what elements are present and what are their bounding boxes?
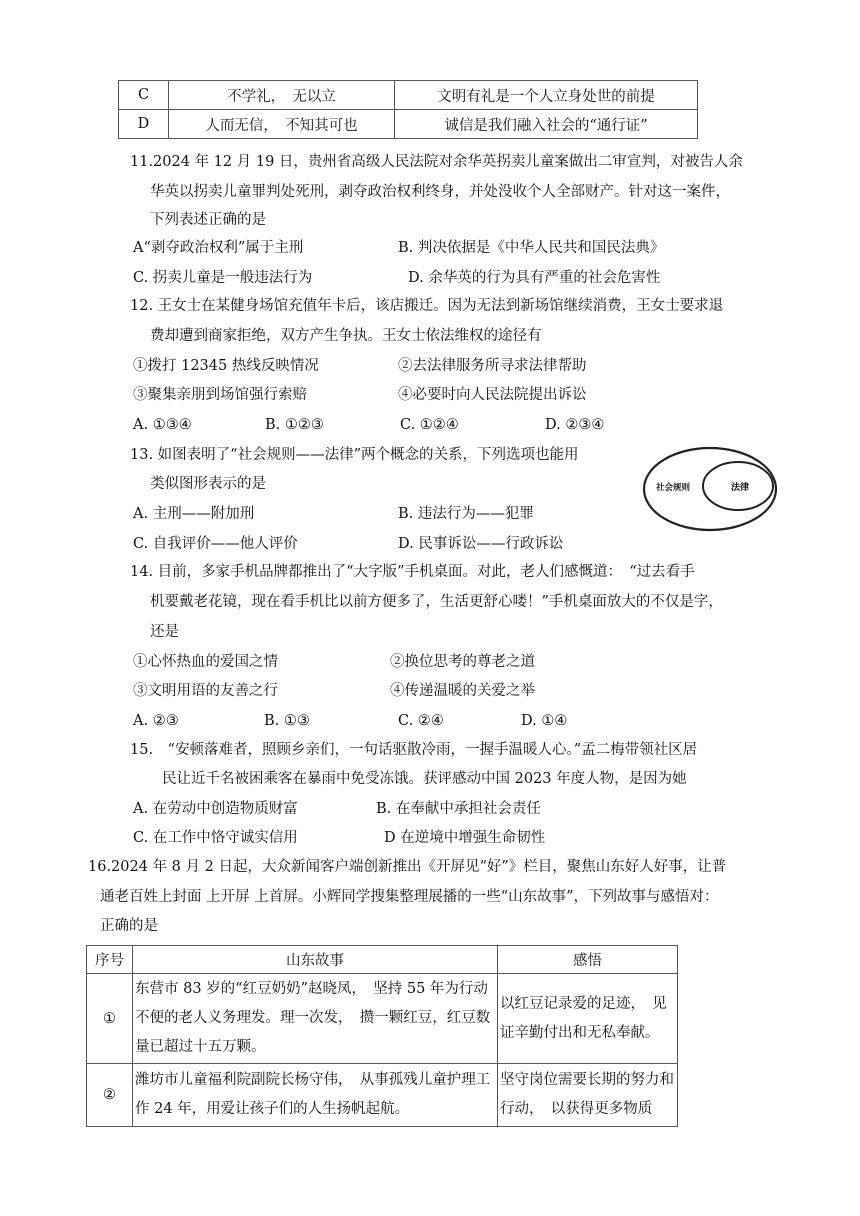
q12-item-4: ④必要时向人民法院提出诉讼 <box>398 387 587 403</box>
table-row <box>119 81 698 110</box>
q13-option-c: C. 自我评价——他人评价 <box>133 536 298 552</box>
q14-item-2: ②换位思考的尊老之道 <box>390 654 535 670</box>
q15-option-c: C. 在工作中恪守诚实信用 <box>133 830 298 846</box>
q14-option-d: D. ①④ <box>521 713 568 729</box>
q12-option-a: A. ①③④ <box>133 417 192 433</box>
q15-stem-line-2: 民让近千名被困乘客在暴雨中免受冻饿。获评感动中国 2023 年度人物，是因为她 <box>162 771 687 787</box>
q16-stem-line-2: 通老百姓上封面 上开屏 上首屏。小辉同学搜集整理展播的一些“山东故事”，下列故事与感悟对： <box>100 889 719 905</box>
q12-stem-line-2: 费却遭到商家拒绝，双方产生争执。王女士依法维权的途径有 <box>150 328 542 344</box>
q11-option-a: A“剥夺政治权利”属于主刑 <box>133 240 304 256</box>
q13-option-a: A. 主刑——附加刑 <box>133 506 255 522</box>
option-key: D <box>119 110 169 139</box>
meaning-cell: 诚信是我们融入社会的“通行证” <box>395 110 698 139</box>
table-header-row <box>87 946 678 974</box>
q12-item-1: ①拨打 12345 热线反映情况 <box>133 358 319 374</box>
q14-stem-line-2: 机要戴老花镜，现在看手机比以前方便多了，生活更舒心喽！”手机桌面放大的不仅是字， <box>150 594 723 610</box>
row-insight: 坚守岗位需要长期的努力和行动， 以获得更多物质 <box>498 1064 678 1127</box>
q15-option-d: D 在逆境中增强生命韧性 <box>384 830 546 846</box>
row-story: 东营市 83 岁的“红豆奶奶”赵晓凤， 坚持 55 年为行动不便的老人义务理发。理一次发， 攒一颗红豆，红豆数量已超过十五万颗。 <box>133 974 498 1064</box>
set-relation-diagram <box>642 446 778 532</box>
q14-item-3: ③文明用语的友善之行 <box>133 683 278 699</box>
q15-option-b: B. 在奉献中承担社会责任 <box>376 801 541 817</box>
header-no: 序号 <box>87 946 133 974</box>
q14-option-c: C. ②④ <box>398 713 444 729</box>
row-no: ① <box>87 974 133 1064</box>
table-row <box>87 974 678 1064</box>
row-insight: 以红豆记录爱的足迹， 见证辛勤付出和无私奉献。 <box>498 974 678 1064</box>
q16-stem-line-3: 正确的是 <box>100 918 158 934</box>
q11-option-c: C. 拐卖儿童是一般违法行为 <box>133 270 313 286</box>
q14-stem-line-3: 还是 <box>150 624 179 640</box>
header-insight: 感悟 <box>498 946 678 974</box>
shandong-story-table <box>86 945 678 1127</box>
q11-stem-line-3: 下列表述正确的是 <box>150 212 266 228</box>
saying-cell: 不学礼， 无以立 <box>169 81 395 110</box>
table-row <box>87 1064 678 1127</box>
q11-stem-line-2: 华英以拐卖儿童罪判处死刑，剥夺政治权利终身，并处没收个人全部财产。针对这一案件， <box>150 184 730 200</box>
q14-item-4: ④传递温暖的关爱之举 <box>390 683 535 699</box>
q12-option-d: D. ②③④ <box>545 417 605 433</box>
q15-stem-line-1: 15. “安顿落难者，照顾乡亲们，一句话驱散冷雨，一握手温暖人心。”孟二梅带领社区居 <box>130 742 698 758</box>
q15-option-a: A. 在劳动中创造物质财富 <box>133 801 298 817</box>
q14-item-1: ①心怀热血的爱国之情 <box>133 654 278 670</box>
q14-option-b: B. ①③ <box>264 713 310 729</box>
q13-option-b: B. 违法行为——犯罪 <box>398 506 534 522</box>
q12-stem-line-1: 12. 王女士在某健身场馆充值年卡后，该店搬迁。因为无法到新场馆继续消费，王女士要求退 <box>130 298 724 314</box>
row-story: 潍坊市儿童福利院副院长杨守伟， 从事孤残儿童护理工作 24 年，用爱让孩子们的人生扬帆起航。 <box>133 1064 498 1127</box>
q11-option-d: D. 余华英的行为具有严重的社会危害性 <box>408 270 661 286</box>
q13-stem-line-1: 13. 如图表明了“社会规则——法律”两个概念的关系，下列选项也能用 <box>130 447 579 463</box>
q12-item-2: ②去法律服务所寻求法律帮助 <box>398 358 587 374</box>
q12-option-b: B. ①②③ <box>265 417 324 433</box>
q12-option-c: C. ①②④ <box>400 417 459 433</box>
q11-option-b: B. 判决依据是《中华人民共和国民法典》 <box>398 240 665 256</box>
q13-stem-line-2: 类似图形表示的是 <box>150 476 266 492</box>
q13-option-d: D. 民事诉讼——行政诉讼 <box>398 536 564 552</box>
table-row <box>119 110 698 139</box>
inner-label: 法律 <box>731 483 750 493</box>
option-key: C <box>119 81 169 110</box>
top-options-table <box>118 80 698 139</box>
q14-option-a: A. ②③ <box>133 713 179 729</box>
header-story: 山东故事 <box>133 946 498 974</box>
meaning-cell: 文明有礼是一个人立身处世的前提 <box>395 81 698 110</box>
q16-stem-line-1: 16.2024 年 8 月 2 日起，大众新闻客户端创新推出《开屏见“好”》栏目，聚焦山东好人好事，让普 <box>88 859 727 875</box>
saying-cell: 人而无信， 不知其可也 <box>169 110 395 139</box>
row-no: ② <box>87 1064 133 1127</box>
outer-label: 社会规则 <box>656 483 691 493</box>
q11-stem-line-1: 11.2024 年 12 月 19 日，贵州省高级人民法院对余华英拐卖儿童案做出二审宣判，对被告人余 <box>130 154 743 170</box>
q14-stem-line-1: 14. 目前，多家手机品牌都推出了“大字版”手机桌面。对此，老人们感慨道： “过去看手 <box>130 564 695 580</box>
q12-item-3: ③聚集亲朋到场馆强行索赔 <box>133 387 307 403</box>
